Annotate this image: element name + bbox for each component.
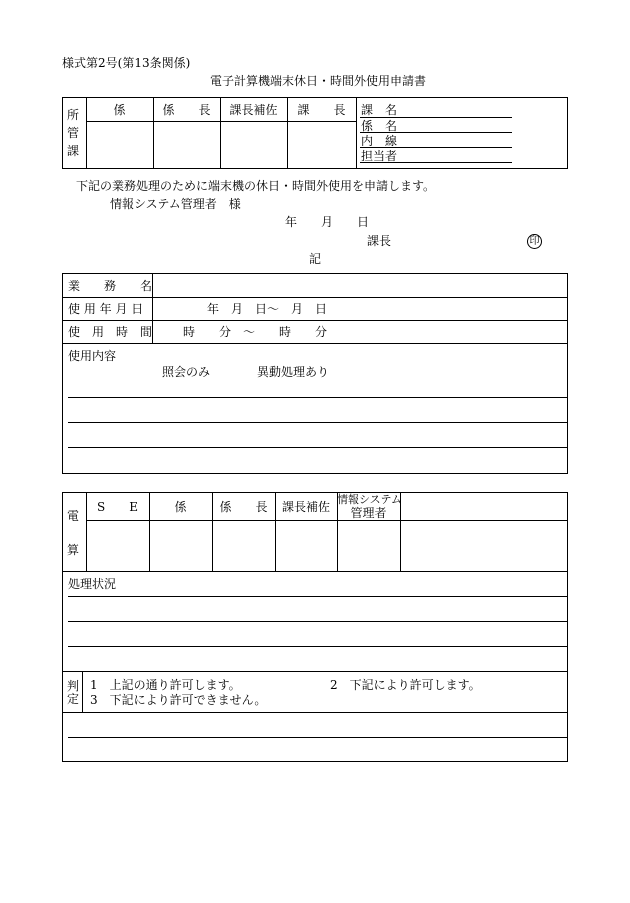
office-side-label-2: 管 bbox=[67, 126, 80, 140]
business-name-label: 業 務 名 bbox=[68, 279, 153, 293]
judgment-label-1: 判 bbox=[67, 679, 80, 693]
computing-table bbox=[62, 492, 568, 762]
request-text: 下記の業務処理のために端末機の休日・時間外使用を申請します。 bbox=[76, 179, 436, 193]
computing-side-label-1: 電 bbox=[67, 509, 80, 523]
computing-col-manager-line1: 情報システム bbox=[337, 493, 402, 506]
judgment-option-2: 2 下記により許可します。 bbox=[330, 678, 481, 692]
judgment-option-1: 1 上記の通り許可します。 bbox=[90, 678, 241, 692]
computing-col-manager-line2: 管理者 bbox=[350, 506, 387, 520]
use-date-value: 年 月 日〜 月 日 bbox=[207, 302, 328, 316]
ki-label: 記 bbox=[309, 252, 322, 266]
office-col-hosa: 課長補佐 bbox=[229, 103, 278, 117]
computing-col-hosa: 課長補佐 bbox=[281, 500, 330, 514]
use-time-value: 時 分 〜 時 分 bbox=[183, 325, 328, 339]
use-date-label: 使 用 年 月 日 bbox=[68, 302, 144, 316]
form-number: 様式第2号(第13条関係) bbox=[62, 56, 191, 70]
seal-mark: 印 bbox=[527, 234, 542, 249]
office-col-kakari: 係 bbox=[113, 103, 126, 117]
judgment-option-3: 3 下記により許可できません。 bbox=[90, 693, 267, 707]
office-col-kakaricho: 係 長 bbox=[162, 103, 211, 117]
option-inquiry-only: 照会のみ bbox=[162, 365, 211, 379]
computing-col-se: S E bbox=[97, 500, 138, 514]
judgment-label-2: 定 bbox=[67, 692, 80, 706]
office-side-label-1: 所 bbox=[67, 108, 80, 122]
form-title: 電子計算機端末休日・時間外使用申請書 bbox=[210, 74, 427, 88]
office-side-label-3: 課 bbox=[67, 144, 80, 158]
office-info-person: 担当者 bbox=[361, 149, 398, 163]
office-col-kacho: 課 長 bbox=[297, 103, 346, 117]
computing-side-label-2: 算 bbox=[67, 543, 80, 557]
processing-status-label: 処理状況 bbox=[68, 577, 117, 591]
option-with-update: 異動処理あり bbox=[257, 365, 330, 379]
applicant-label: 課長 bbox=[367, 234, 392, 248]
date-line: 年 月 日 bbox=[285, 215, 370, 229]
office-info-section: 課 名 bbox=[361, 103, 398, 117]
computing-col-kakari: 係 bbox=[174, 500, 187, 514]
office-info-extension: 内 線 bbox=[361, 134, 398, 148]
addressee: 情報システム管理者 様 bbox=[110, 197, 241, 211]
use-time-label: 使 用 時 間 bbox=[68, 325, 153, 339]
office-info-subsection: 係 名 bbox=[361, 119, 398, 133]
use-content-label: 使用内容 bbox=[68, 349, 117, 363]
computing-col-kakaricho: 係 長 bbox=[219, 500, 268, 514]
